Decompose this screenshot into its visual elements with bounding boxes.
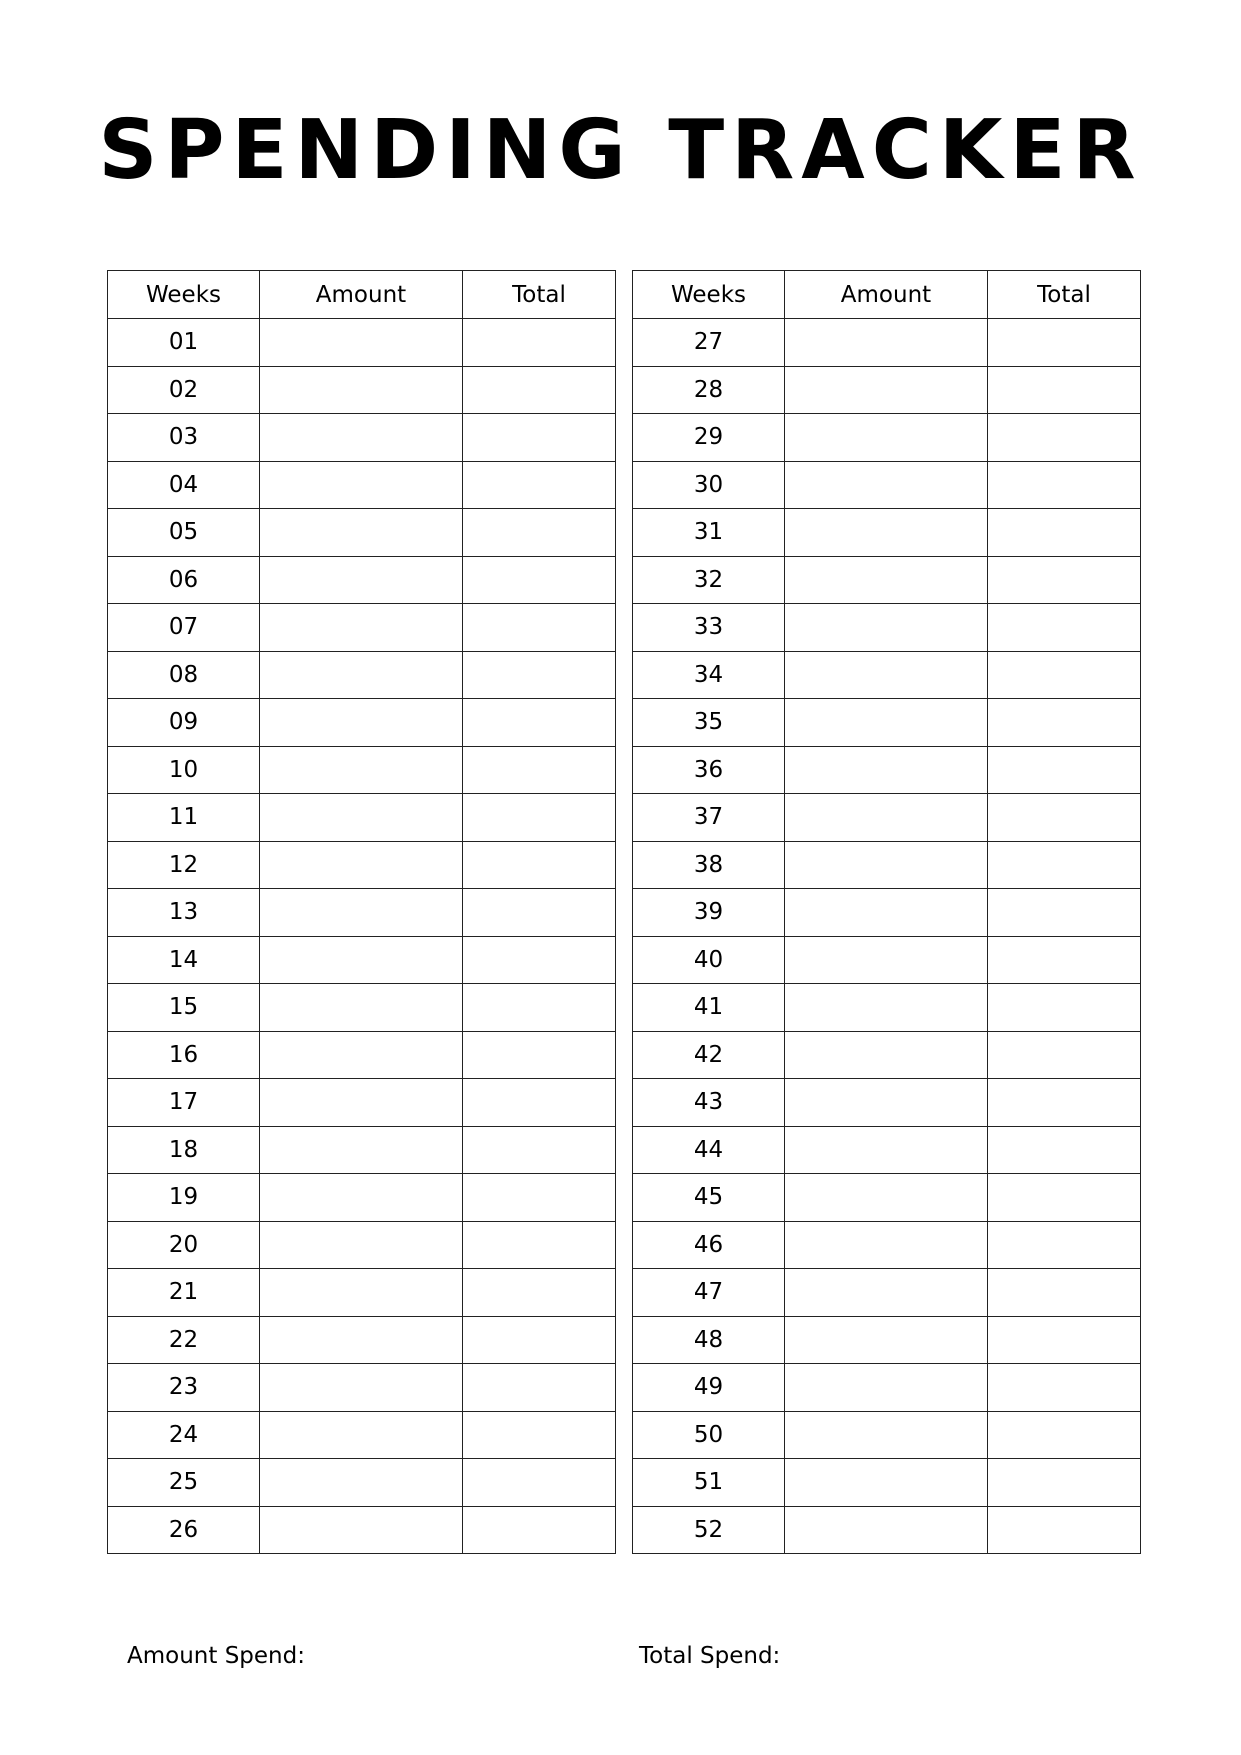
table-row bbox=[633, 1269, 1141, 1317]
amount-cell[interactable] bbox=[785, 1174, 988, 1222]
weeks-header: Weeks bbox=[633, 271, 785, 319]
total-cell[interactable] bbox=[463, 414, 616, 462]
amount-spend-label: Amount Spend: bbox=[127, 1643, 305, 1669]
amount-cell[interactable] bbox=[785, 1221, 988, 1269]
total-cell[interactable] bbox=[988, 699, 1141, 747]
week-number: 02 bbox=[108, 366, 260, 414]
amount-cell[interactable] bbox=[260, 1079, 463, 1127]
table-row bbox=[633, 984, 1141, 1032]
amount-cell[interactable] bbox=[785, 366, 988, 414]
amount-cell[interactable] bbox=[260, 604, 463, 652]
table-row bbox=[108, 1269, 616, 1317]
table-row bbox=[108, 414, 616, 462]
week-number: 09 bbox=[108, 699, 260, 747]
amount-cell[interactable] bbox=[260, 319, 463, 367]
total-cell[interactable] bbox=[463, 746, 616, 794]
table-row bbox=[108, 1079, 616, 1127]
weeks-header: Weeks bbox=[108, 271, 260, 319]
table-row bbox=[108, 366, 616, 414]
total-cell[interactable] bbox=[988, 414, 1141, 462]
total-cell[interactable] bbox=[988, 1221, 1141, 1269]
table-row bbox=[633, 366, 1141, 414]
week-number: 20 bbox=[108, 1221, 260, 1269]
week-number: 49 bbox=[633, 1364, 785, 1412]
total-cell[interactable] bbox=[988, 1126, 1141, 1174]
total-cell[interactable] bbox=[988, 366, 1141, 414]
amount-cell[interactable] bbox=[785, 1126, 988, 1174]
total-cell[interactable] bbox=[988, 1506, 1141, 1554]
week-number: 23 bbox=[108, 1364, 260, 1412]
amount-header: Amount bbox=[260, 271, 463, 319]
week-number: 31 bbox=[633, 509, 785, 557]
total-cell[interactable] bbox=[463, 699, 616, 747]
week-number: 36 bbox=[633, 746, 785, 794]
week-number: 05 bbox=[108, 509, 260, 557]
table-row bbox=[108, 1221, 616, 1269]
amount-cell[interactable] bbox=[260, 1269, 463, 1317]
week-number: 42 bbox=[633, 1031, 785, 1079]
table-row bbox=[633, 1459, 1141, 1507]
amount-cell[interactable] bbox=[260, 1174, 463, 1222]
page-title: SPENDING TRACKER bbox=[98, 103, 1143, 198]
week-number: 37 bbox=[633, 794, 785, 842]
total-cell[interactable] bbox=[463, 1221, 616, 1269]
total-cell[interactable] bbox=[988, 1174, 1141, 1222]
total-cell[interactable] bbox=[463, 651, 616, 699]
week-number: 16 bbox=[108, 1031, 260, 1079]
week-number: 47 bbox=[633, 1269, 785, 1317]
amount-cell[interactable] bbox=[260, 414, 463, 462]
week-number: 38 bbox=[633, 841, 785, 889]
table-row bbox=[633, 509, 1141, 557]
table-row bbox=[633, 746, 1141, 794]
amount-cell[interactable] bbox=[785, 509, 988, 557]
total-cell[interactable] bbox=[463, 794, 616, 842]
amount-cell[interactable] bbox=[260, 1031, 463, 1079]
table-row bbox=[108, 699, 616, 747]
total-cell[interactable] bbox=[988, 319, 1141, 367]
total-cell[interactable] bbox=[463, 1269, 616, 1317]
total-cell[interactable] bbox=[463, 1459, 616, 1507]
total-cell[interactable] bbox=[463, 604, 616, 652]
amount-cell[interactable] bbox=[260, 794, 463, 842]
total-cell[interactable] bbox=[463, 1174, 616, 1222]
total-cell[interactable] bbox=[463, 1031, 616, 1079]
table-row bbox=[633, 556, 1141, 604]
amount-cell[interactable] bbox=[260, 889, 463, 937]
table-row bbox=[633, 1031, 1141, 1079]
amount-cell[interactable] bbox=[260, 461, 463, 509]
week-number: 17 bbox=[108, 1079, 260, 1127]
table-row bbox=[633, 651, 1141, 699]
week-number: 13 bbox=[108, 889, 260, 937]
week-number: 06 bbox=[108, 556, 260, 604]
week-number: 10 bbox=[108, 746, 260, 794]
total-cell[interactable] bbox=[988, 1031, 1141, 1079]
week-number: 48 bbox=[633, 1316, 785, 1364]
amount-cell[interactable] bbox=[785, 1506, 988, 1554]
week-number: 32 bbox=[633, 556, 785, 604]
table-row bbox=[108, 1031, 616, 1079]
tracker-table-left bbox=[107, 270, 616, 1554]
table-row bbox=[108, 509, 616, 557]
total-cell[interactable] bbox=[463, 319, 616, 367]
header-row bbox=[108, 271, 616, 319]
total-cell[interactable] bbox=[463, 1506, 616, 1554]
table-row bbox=[108, 1459, 616, 1507]
total-cell[interactable] bbox=[988, 556, 1141, 604]
total-cell[interactable] bbox=[988, 984, 1141, 1032]
table-row bbox=[108, 1506, 616, 1554]
total-header: Total bbox=[988, 271, 1141, 319]
table-row bbox=[108, 1364, 616, 1412]
total-cell[interactable] bbox=[463, 889, 616, 937]
table-row bbox=[633, 1126, 1141, 1174]
total-cell[interactable] bbox=[988, 509, 1141, 557]
amount-cell[interactable] bbox=[785, 604, 988, 652]
total-cell[interactable] bbox=[988, 936, 1141, 984]
total-cell[interactable] bbox=[463, 366, 616, 414]
total-cell[interactable] bbox=[463, 1316, 616, 1364]
week-number: 29 bbox=[633, 414, 785, 462]
total-cell[interactable] bbox=[463, 1364, 616, 1412]
week-number: 19 bbox=[108, 1174, 260, 1222]
week-number: 28 bbox=[633, 366, 785, 414]
table-row bbox=[108, 1174, 616, 1222]
amount-cell[interactable] bbox=[785, 794, 988, 842]
total-header: Total bbox=[463, 271, 616, 319]
table-row bbox=[108, 794, 616, 842]
table-row bbox=[633, 936, 1141, 984]
week-number: 01 bbox=[108, 319, 260, 367]
amount-cell[interactable] bbox=[785, 746, 988, 794]
total-cell[interactable] bbox=[988, 746, 1141, 794]
total-cell[interactable] bbox=[988, 1411, 1141, 1459]
amount-cell[interactable] bbox=[260, 936, 463, 984]
week-number: 26 bbox=[108, 1506, 260, 1554]
week-number: 14 bbox=[108, 936, 260, 984]
amount-cell[interactable] bbox=[785, 1411, 988, 1459]
amount-cell[interactable] bbox=[785, 984, 988, 1032]
total-cell[interactable] bbox=[988, 461, 1141, 509]
week-number: 46 bbox=[633, 1221, 785, 1269]
week-number: 07 bbox=[108, 604, 260, 652]
total-cell[interactable] bbox=[988, 1079, 1141, 1127]
total-spend-label: Total Spend: bbox=[639, 1643, 781, 1669]
table-row bbox=[108, 461, 616, 509]
total-cell[interactable] bbox=[463, 841, 616, 889]
week-number: 22 bbox=[108, 1316, 260, 1364]
week-number: 27 bbox=[633, 319, 785, 367]
total-cell[interactable] bbox=[988, 1316, 1141, 1364]
week-number: 34 bbox=[633, 651, 785, 699]
table-row bbox=[108, 556, 616, 604]
amount-cell[interactable] bbox=[260, 841, 463, 889]
amount-cell[interactable] bbox=[785, 841, 988, 889]
total-cell[interactable] bbox=[988, 604, 1141, 652]
week-number: 25 bbox=[108, 1459, 260, 1507]
total-cell[interactable] bbox=[463, 461, 616, 509]
amount-cell[interactable] bbox=[260, 1364, 463, 1412]
table-row bbox=[108, 841, 616, 889]
amount-cell[interactable] bbox=[785, 556, 988, 604]
table-row bbox=[633, 1411, 1141, 1459]
amount-cell[interactable] bbox=[260, 699, 463, 747]
table-row bbox=[633, 319, 1141, 367]
table-row bbox=[633, 889, 1141, 937]
week-number: 24 bbox=[108, 1411, 260, 1459]
week-number: 45 bbox=[633, 1174, 785, 1222]
amount-cell[interactable] bbox=[785, 699, 988, 747]
total-cell[interactable] bbox=[988, 651, 1141, 699]
week-number: 50 bbox=[633, 1411, 785, 1459]
amount-cell[interactable] bbox=[785, 936, 988, 984]
total-cell[interactable] bbox=[463, 1079, 616, 1127]
total-cell[interactable] bbox=[463, 1411, 616, 1459]
table-row bbox=[108, 1316, 616, 1364]
total-cell[interactable] bbox=[988, 1364, 1141, 1412]
amount-cell[interactable] bbox=[785, 1459, 988, 1507]
amount-header: Amount bbox=[785, 271, 988, 319]
week-number: 33 bbox=[633, 604, 785, 652]
table-row bbox=[633, 1079, 1141, 1127]
total-cell[interactable] bbox=[988, 889, 1141, 937]
table-row bbox=[633, 1174, 1141, 1222]
week-number: 41 bbox=[633, 984, 785, 1032]
table-row bbox=[108, 1126, 616, 1174]
table-row bbox=[633, 1506, 1141, 1554]
tracker-table-right bbox=[632, 270, 1141, 1554]
total-cell[interactable] bbox=[463, 936, 616, 984]
amount-cell[interactable] bbox=[785, 414, 988, 462]
amount-cell[interactable] bbox=[785, 1364, 988, 1412]
week-number: 43 bbox=[633, 1079, 785, 1127]
header-row bbox=[633, 271, 1141, 319]
week-number: 44 bbox=[633, 1126, 785, 1174]
amount-cell[interactable] bbox=[260, 366, 463, 414]
table-row bbox=[633, 1316, 1141, 1364]
week-number: 21 bbox=[108, 1269, 260, 1317]
table-row bbox=[108, 651, 616, 699]
week-number: 40 bbox=[633, 936, 785, 984]
table-row bbox=[108, 319, 616, 367]
amount-cell[interactable] bbox=[260, 746, 463, 794]
week-number: 08 bbox=[108, 651, 260, 699]
amount-cell[interactable] bbox=[785, 1031, 988, 1079]
table-row bbox=[108, 604, 616, 652]
total-cell[interactable] bbox=[463, 1126, 616, 1174]
amount-cell[interactable] bbox=[785, 461, 988, 509]
table-row bbox=[633, 699, 1141, 747]
table-row bbox=[633, 604, 1141, 652]
table-row bbox=[108, 936, 616, 984]
table-row bbox=[108, 984, 616, 1032]
table-row bbox=[633, 461, 1141, 509]
amount-cell[interactable] bbox=[260, 1506, 463, 1554]
week-number: 12 bbox=[108, 841, 260, 889]
amount-cell[interactable] bbox=[785, 319, 988, 367]
total-cell[interactable] bbox=[463, 509, 616, 557]
amount-cell[interactable] bbox=[785, 1269, 988, 1317]
amount-cell[interactable] bbox=[260, 1126, 463, 1174]
week-number: 51 bbox=[633, 1459, 785, 1507]
amount-cell[interactable] bbox=[260, 1411, 463, 1459]
week-number: 52 bbox=[633, 1506, 785, 1554]
week-number: 15 bbox=[108, 984, 260, 1032]
week-number: 04 bbox=[108, 461, 260, 509]
total-cell[interactable] bbox=[463, 984, 616, 1032]
week-number: 03 bbox=[108, 414, 260, 462]
total-cell[interactable] bbox=[988, 1269, 1141, 1317]
amount-cell[interactable] bbox=[260, 651, 463, 699]
amount-cell[interactable] bbox=[260, 1459, 463, 1507]
week-number: 18 bbox=[108, 1126, 260, 1174]
week-number: 39 bbox=[633, 889, 785, 937]
total-cell[interactable] bbox=[988, 794, 1141, 842]
amount-cell[interactable] bbox=[260, 1221, 463, 1269]
amount-cell[interactable] bbox=[785, 1316, 988, 1364]
week-number: 35 bbox=[633, 699, 785, 747]
table-row bbox=[633, 414, 1141, 462]
amount-cell[interactable] bbox=[785, 651, 988, 699]
amount-cell[interactable] bbox=[260, 509, 463, 557]
table-row bbox=[633, 794, 1141, 842]
table-row bbox=[633, 1364, 1141, 1412]
table-row bbox=[633, 1221, 1141, 1269]
amount-cell[interactable] bbox=[260, 1316, 463, 1364]
amount-cell[interactable] bbox=[785, 1079, 988, 1127]
week-number: 11 bbox=[108, 794, 260, 842]
total-cell[interactable] bbox=[463, 556, 616, 604]
total-cell[interactable] bbox=[988, 841, 1141, 889]
table-row bbox=[108, 746, 616, 794]
table-row bbox=[633, 841, 1141, 889]
table-row bbox=[108, 1411, 616, 1459]
amount-cell[interactable] bbox=[260, 556, 463, 604]
week-number: 30 bbox=[633, 461, 785, 509]
amount-cell[interactable] bbox=[785, 889, 988, 937]
amount-cell[interactable] bbox=[260, 984, 463, 1032]
table-row bbox=[108, 889, 616, 937]
total-cell[interactable] bbox=[988, 1459, 1141, 1507]
